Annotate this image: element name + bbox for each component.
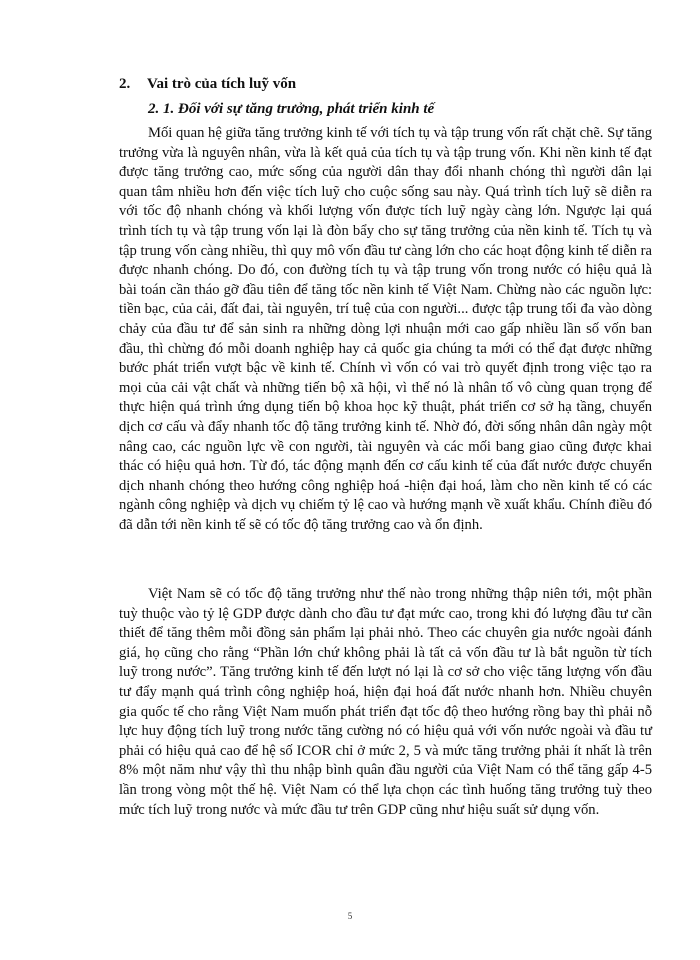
- section-number: 2.: [119, 76, 131, 92]
- body-paragraph: Mối quan hệ giữa tăng trưởng kinh tế với tích tụ và tập trung vốn rất chặt chẽ. Sự tăng trưởng vừa là nguyên nhân, vừa là kết quả của tích tụ và tập trung vốn. Khi nền kinh tế đạt được tăng trưởng cao, mức sống của người dân thay đổi nhanh chóng thì người dân lại quan tâm nhiều hơn đến việc tích luỹ cho cuộc sống sau này. Quá trình tích luỹ sẽ diễn ra với tốc độ nhanh chóng và khối lượng vốn được tích luỹ ngày càng lớn. Ngược lại quá trình tích tụ và tập trung vốn lại là đòn bẩy cho sự tăng trưởng của nền kinh tế. Tích tụ và tập trung vốn càng nhiều, thì quy mô vốn đầu tư càng lớn cho các hoạt động kinh tế diễn ra được nhanh chóng. Do đó, con đường tích tụ và tập trung vốn trong nước có hiệu quả là bài toán cần tháo gỡ đầu tiên để tăng tốc nền kinh tế Việt Nam. Chừng nào các nguồn lực: tiền bạc, của cải, đất đai, tài nguyên, trí tuệ của con người... được tập trung tối đa vào dòng chảy của đầu tư để sản sinh ra những dòng lợi nhuận mới cao gấp nhiều lần số vốn ban đầu, thì chừng đó mỗi doanh nghiệp hay cả quốc gia chúng ta mới có thể đạt được những bước phát triển vượt bậc về kinh tế. Chính vì vốn có vai trò quyết định trong việc tạo ra mọi của cải vật chất và những tiến bộ xã hội, vì thế nó là nhân tố vô cùng quan trọng để thực hiện quá trình ứng dụng tiến bộ khoa học kỹ thuật, phát triển cơ sở hạ tầng, chuyển dịch cơ cấu và đẩy nhanh tốc độ tăng trưởng kinh tế. Nhờ đó, đời sống nhân dân ngày một nâng cao, các nguồn lực về con người, tài nguyên và các mối bang giao cũng được khai thác có hiệu quả hơn. Từ đó, tác động mạnh đến cơ cấu kinh tế của đất nước được chuyển dịch nhanh chóng theo hướng công nghiệp hoá -hiện đại hoá, làm cho nền kinh tế có các ngành công nghiệp và dịch vụ chiếm tỷ lệ cao và hướng mạnh về xuất khẩu. Chính điều đó đã dẫn tới nền kinh tế sẽ có tốc độ tăng trưởng cao và ổn định.: [119, 125, 652, 533]
- subsection-heading: 2. 1. Đối với sự tăng trưởng, phát triển kinh tế: [148, 101, 435, 117]
- page-number: 5: [347, 911, 353, 921]
- body-paragraph: Việt Nam sẽ có tốc độ tăng trưởng như thế nào trong những thập niên tới, một phần tuỳ thuộc vào tỷ lệ GDP được dành cho đầu tư đạt mức cao, trong khi đó lượng đầu tư cần thiết để tăng thêm mỗi đồng sản phẩm lại phải nhỏ. Theo các chuyên gia nước ngoài đánh giá, họ cũng cho rằng “Phần lớn chứ không phải là tất cả vốn đầu tư là bắt nguồn từ tích luỹ trong nước”. Tăng trưởng kinh tế đến lượt nó lại là cơ sở cho việc tăng lượng vốn đầu tư đẩy mạnh quá trình công nghiệp hoá, hiện đại hoá đất nước nhanh hơn. Nhiều chuyên gia quốc tế cho rằng Việt Nam muốn phát triển đạt tốc độ theo hướng rồng bay thì phải nỗ lực huy động tích luỹ trong nước tăng cường nó có hiệu quả với vốn nước ngoài và đầu tư phải có hiệu quả cao để hệ số ICOR chỉ ở mức 2, 5 và mức tăng trưởng phải ít nhất là trên 8% một năm như vậy thì thu nhập bình quân đầu người của Việt Nam có thể tăng gấp 4-5 lần trong vòng một thế hệ. Việt Nam có thể lựa chọn các tình huống tăng trưởng tuỳ theo mức tích luỹ trong nước và mức đầu tư trên GDP cũng như hiệu suất sử dụng vốn.: [119, 586, 652, 818]
- section-title: Vai trò của tích luỹ vốn: [147, 76, 297, 92]
- section-heading: [119, 76, 296, 93]
